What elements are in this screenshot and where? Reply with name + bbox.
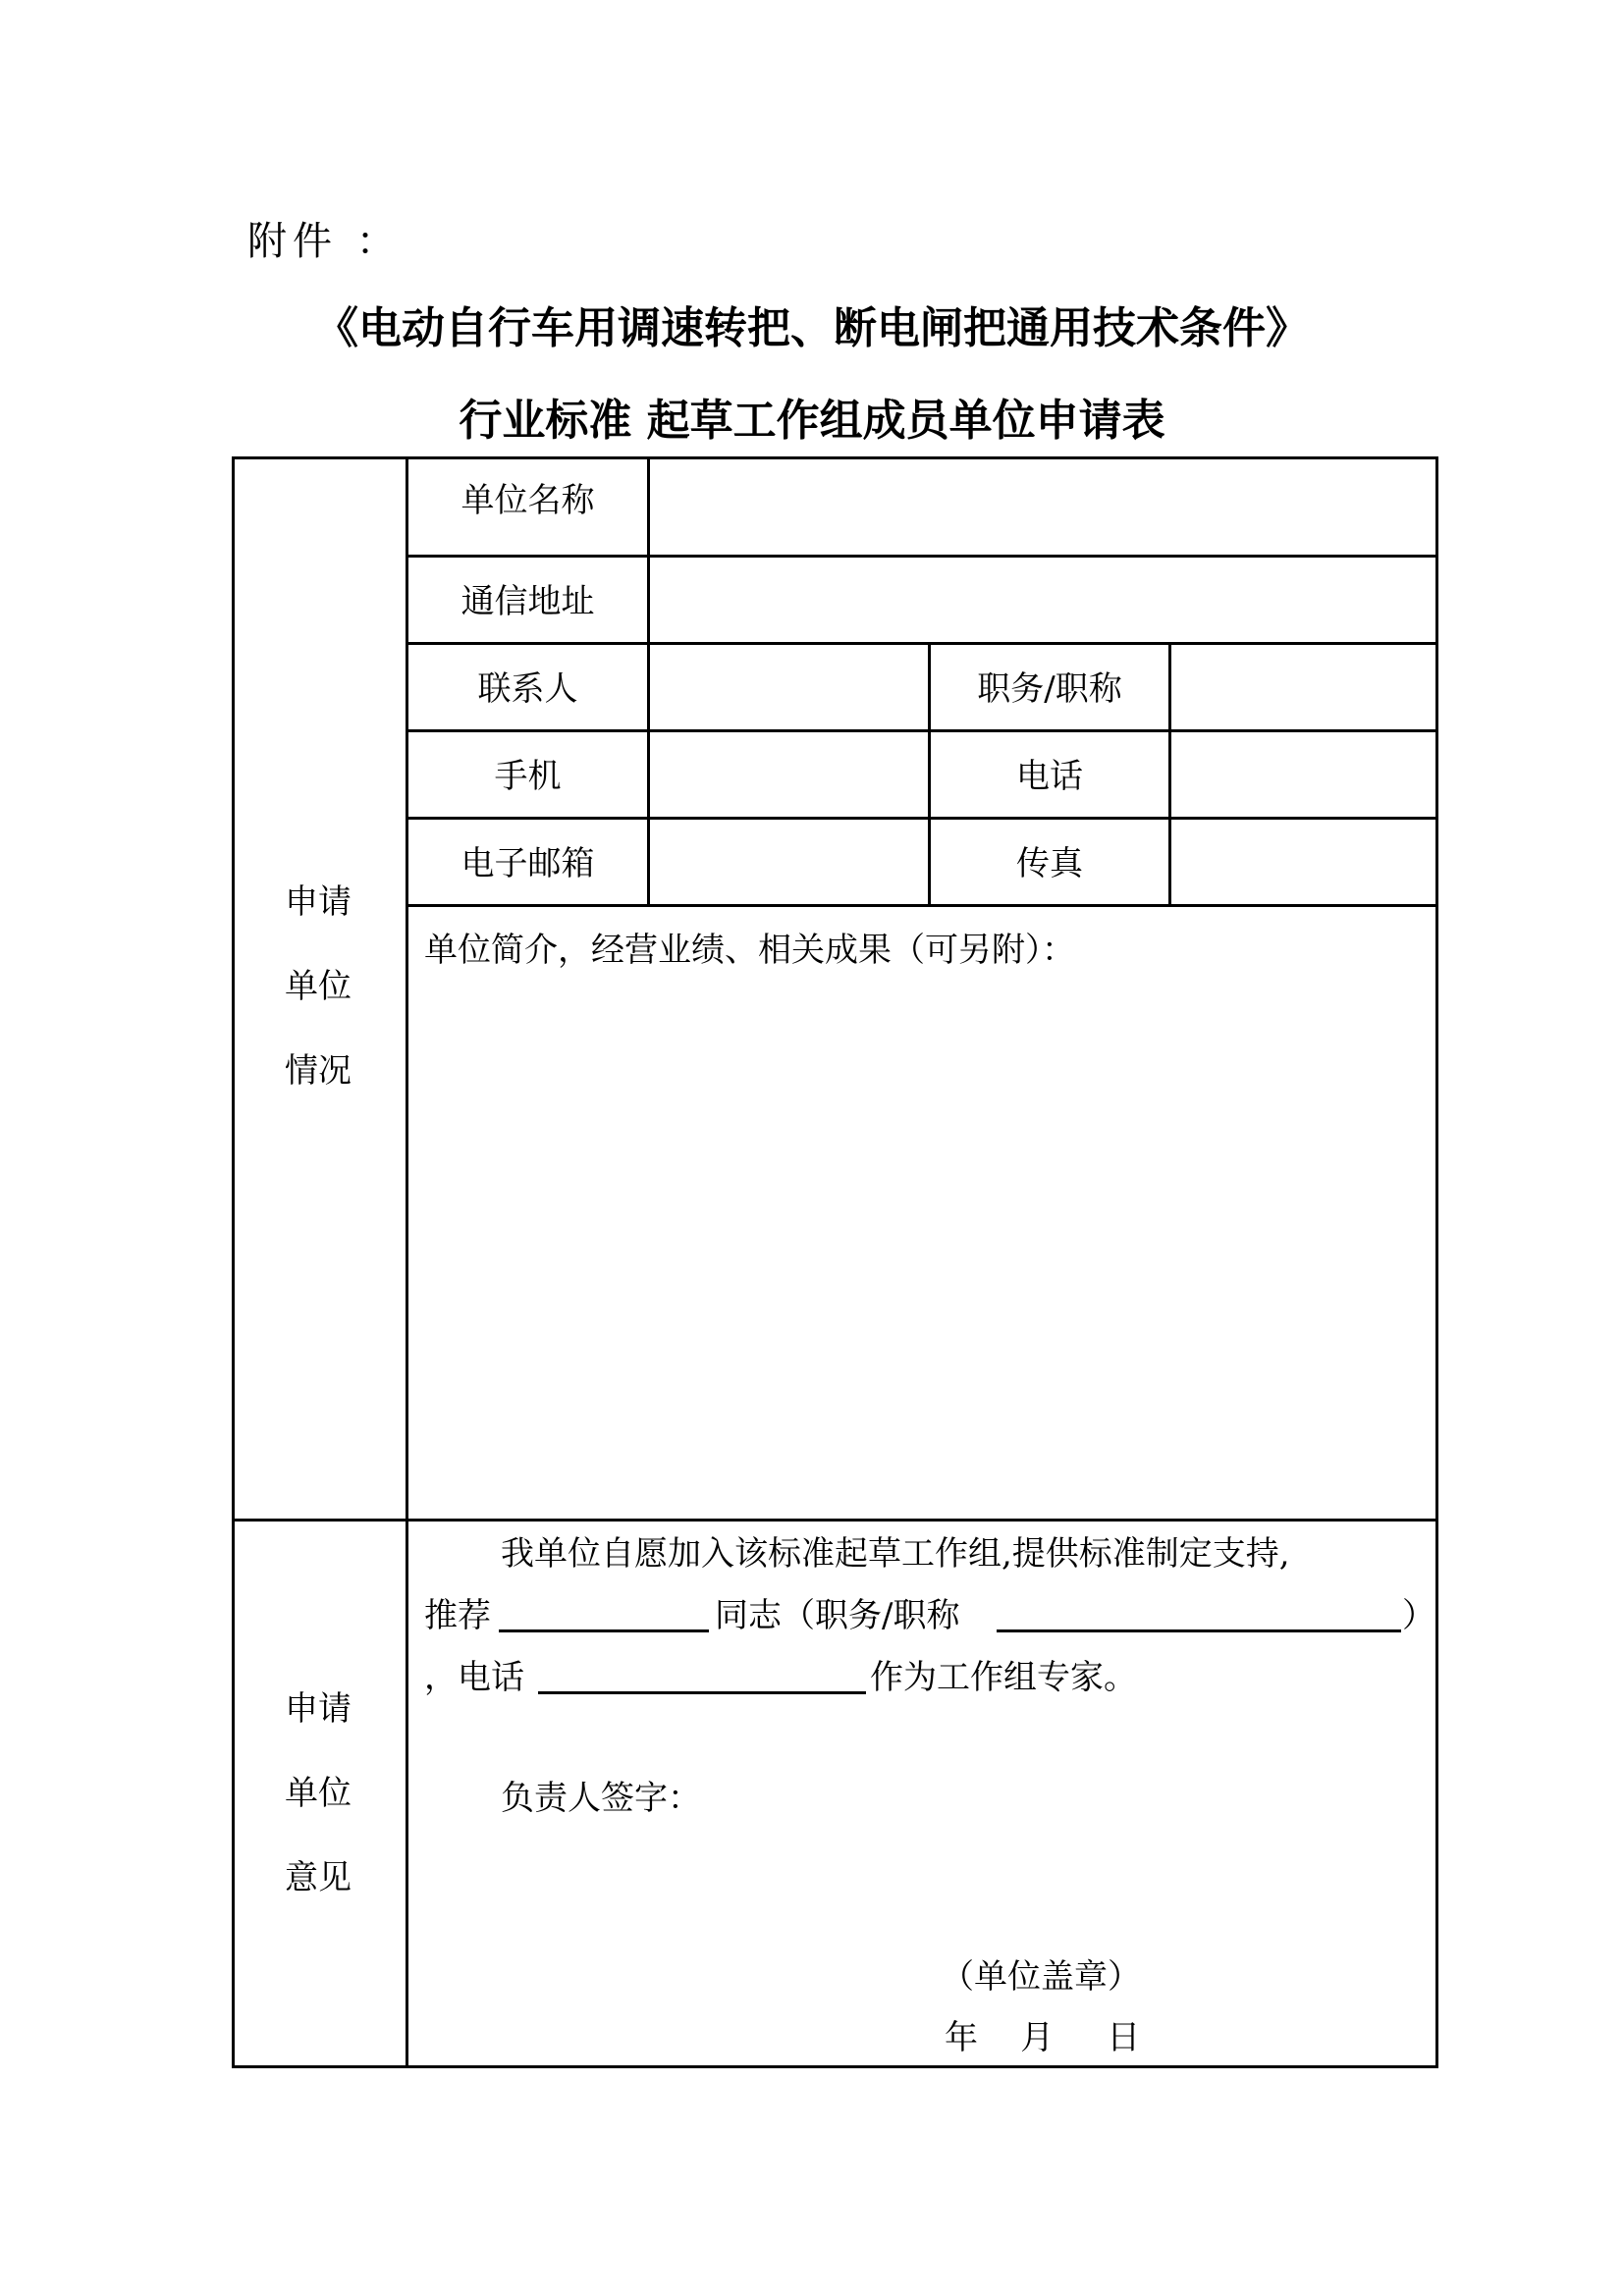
label-fax: 传真 — [1016, 844, 1083, 883]
intro-label: 单位简介，经营业绩、相关成果（可另附）： — [424, 931, 1075, 970]
document-title: 《电动自行车用调速转把、断电闸把通用技术条件》 — [315, 303, 1309, 353]
position-field[interactable] — [1171, 645, 1435, 729]
side-label-line: 情况 — [285, 1051, 352, 1091]
opinion-close-paren: ） — [1402, 1596, 1435, 1635]
intro-text-area[interactable] — [408, 982, 1435, 1517]
label-contact: 联系人 — [477, 669, 578, 709]
recommended-person-blank[interactable] — [499, 1629, 709, 1632]
section-label-applicant-opinion — [232, 1667, 405, 1920]
opinion-phone-label: ，电话 — [424, 1658, 524, 1697]
label-mobile: 手机 — [494, 757, 562, 796]
phone-field[interactable] — [1171, 732, 1435, 817]
fax-field[interactable] — [1171, 820, 1435, 904]
recommended-position-blank[interactable] — [997, 1629, 1401, 1632]
side-label-line: 意见 — [285, 1858, 352, 1897]
section-label-applicant-info — [232, 860, 405, 1113]
seal-label: （单位盖章） — [941, 1957, 1141, 1997]
side-label-line: 单位 — [285, 1774, 352, 1813]
unit-name-field[interactable] — [650, 459, 1435, 555]
contact-field[interactable] — [650, 645, 928, 729]
label-email: 电子邮箱 — [460, 844, 595, 883]
label-address: 通信地址 — [460, 582, 595, 621]
side-label-line: 单位 — [285, 967, 352, 1006]
attachment-label: 附件 ： — [247, 219, 402, 264]
opinion-expert-text: 作为工作组专家。 — [870, 1658, 1137, 1697]
side-label-line: 申请 — [285, 1689, 352, 1729]
opinion-position-label: 同志（职务/职称 — [715, 1596, 960, 1635]
date-label: 年 月 日 — [945, 2018, 1141, 2057]
document-subtitle: 行业标准 起草工作组成员单位申请表 — [459, 396, 1165, 446]
recommended-phone-blank[interactable] — [538, 1691, 866, 1694]
address-field[interactable] — [650, 558, 1435, 642]
signature-label: 负责人签字： — [501, 1779, 701, 1818]
label-unit-name: 单位名称 — [460, 481, 595, 520]
opinion-recommend-label: 推荐 — [424, 1596, 491, 1635]
mobile-field[interactable] — [650, 732, 928, 817]
label-phone: 电话 — [1016, 757, 1083, 796]
label-position: 职务/职称 — [977, 669, 1122, 709]
opinion-line-1: 我单位自愿加入该标准起草工作组,提供标准制定支持, — [501, 1534, 1290, 1574]
email-field[interactable] — [650, 820, 928, 904]
side-label-line: 申请 — [285, 882, 352, 922]
signature-field[interactable] — [727, 1767, 1218, 1826]
